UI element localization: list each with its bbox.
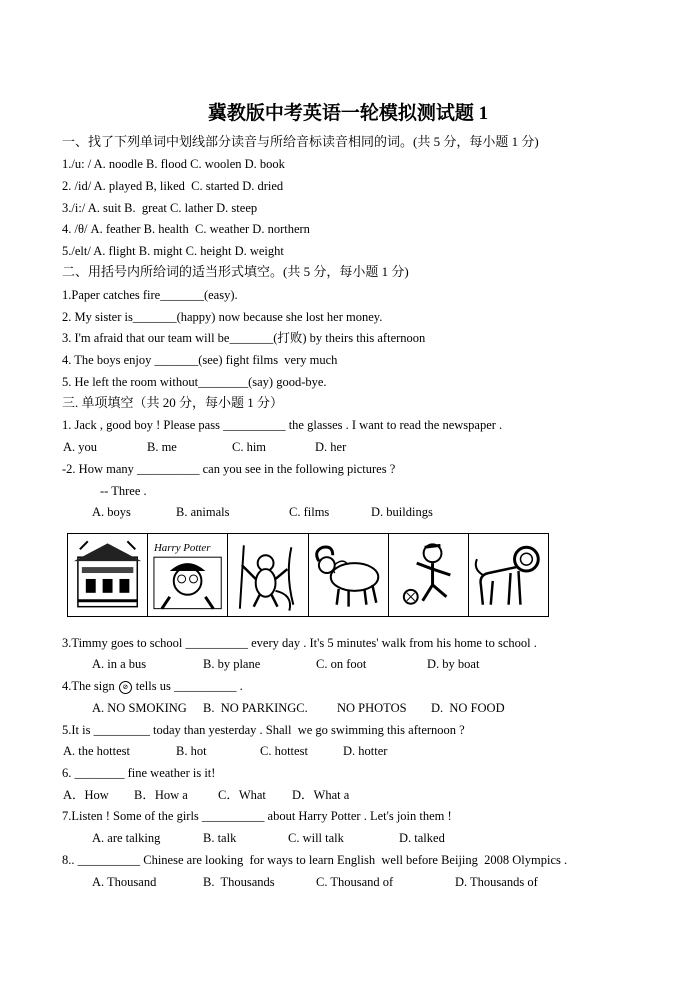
s2-item-3: 3. I'm afraid that our team will be_______(打败) by theirs this afternoon [62,331,426,345]
lion-picture [469,534,548,616]
q8-option-a: A. Thousand [92,875,157,889]
q4-option-a: A. NO SMOKING [92,701,187,715]
picture-strip [67,533,549,617]
s1-item-5: 5./elt/ A. flight B. might C. height D. weight [62,244,284,258]
q1-option-a: A. you [63,440,98,454]
q2-option-b: B. animals [176,505,230,519]
q1-option-b: B. me [147,440,177,454]
q6-text: 6. ________ fine weather is it! [62,766,216,780]
q7-option-d: D. talked [399,831,445,845]
section1-heading: 一、找了下列单词中划线部分读音与所给音标读音相同的词。(共 5 分，每小题 1 分) [62,134,539,149]
monkey-picture [228,534,308,616]
q3-option-b: B. by plane [203,657,261,671]
s2-item-2: 2. My sister is_______(happy) now because she lost her money. [62,310,383,324]
q3-option-c: C. on foot [316,657,367,671]
hp-title-text: Harry Potter [154,542,211,555]
q1-option-d: D. her [315,440,347,454]
q7-text: 7.Listen ! Some of the girls __________ about Harry Potter . Let's join them ! [62,809,452,823]
page-title: 冀教版中考英语一轮模拟测试题 1 [207,103,489,124]
q8-option-d: D. Thousands of [455,875,538,889]
q6-option-a: A．How [63,788,109,802]
q8-options [0,874,696,954]
q4-text-post: tells us __________ . [135,679,243,693]
q4-option-d: D. NO FOOD [431,701,505,715]
q6-option-d: D．What a [292,788,350,802]
harry-potter-picture [148,534,228,616]
ram-picture [309,534,389,616]
s2-item-1: 1.Paper catches fire_______(easy). [62,288,238,302]
q1-text: 1. Jack , good boy ! Please pass __________ the glasses . I want to read the newspaper . [62,418,503,432]
boy-football-picture [389,534,469,616]
no-sign-icon: ⊘ [119,681,132,694]
s1-item-4: 4. /θ/ A. feather B. health C. weather D. northern [62,222,310,236]
q2-option-a: A. boys [92,505,131,519]
s1-item-3: 3./i:/ A. suit B. great C. lather D. steep [62,201,258,215]
s1-item-2: 2. /id/ A. played B, liked C. started D. dried [62,179,284,193]
q3-option-a: A. in a bus [92,657,147,671]
q5-option-d: D. hotter [343,744,388,758]
q4-text [62,678,243,694]
q2-answer: -- Three . [100,484,147,498]
q7-option-b: B. talk [203,831,237,845]
q7-option-c: C. will talk [288,831,344,845]
q5-option-b: B. hot [176,744,207,758]
q2-text: -2. How many __________ can you see in the following pictures ? [62,462,396,476]
q6-option-c: C．What [218,788,266,802]
s2-item-4: 4. The boys enjoy _______(see) fight films very much [62,353,338,367]
s1-item-1: 1./u: / A. noodle B. flood C. woolen D. book [62,157,285,171]
q8-text: 8.. __________ Chinese are looking for ways to learn English well before Beijing 2008 Olympics . [62,853,568,867]
q3-text: 3.Timmy goes to school __________ every day . It's 5 minutes' walk from his home to school . [62,636,537,650]
section3-heading: 三. 单项填空（共 20 分，每小题 1 分） [62,395,284,410]
building-picture [68,534,148,616]
q5-option-c: C. hottest [260,744,308,758]
q4-option-b: B. NO PARKINGC. [203,701,308,715]
s2-item-5: 5. He left the room without________(say) good-bye. [62,375,327,389]
section2-heading: 二、用括号内所给词的适当形式填空。(共 5 分，每小题 1 分) [62,264,409,279]
q5-text: 5.It is _________ today than yesterday . Shall we go swimming this afternoon ? [62,723,465,737]
q1-option-c: C. him [232,440,267,454]
q8-option-b: B. Thousands [203,875,275,889]
q4-text-pre: 4.The sign [62,679,115,693]
q4-option-c: NO PHOTOS [337,701,407,715]
q2-option-c: C. films [289,505,330,519]
q3-option-d: D. by boat [427,657,480,671]
q2-option-d: D. buildings [371,505,433,519]
q7-option-a: A. are talking [92,831,161,845]
q6-option-b: B．How a [134,788,188,802]
q5-option-a: A. the hottest [63,744,131,758]
q8-option-c: C. Thousand of [316,875,394,889]
